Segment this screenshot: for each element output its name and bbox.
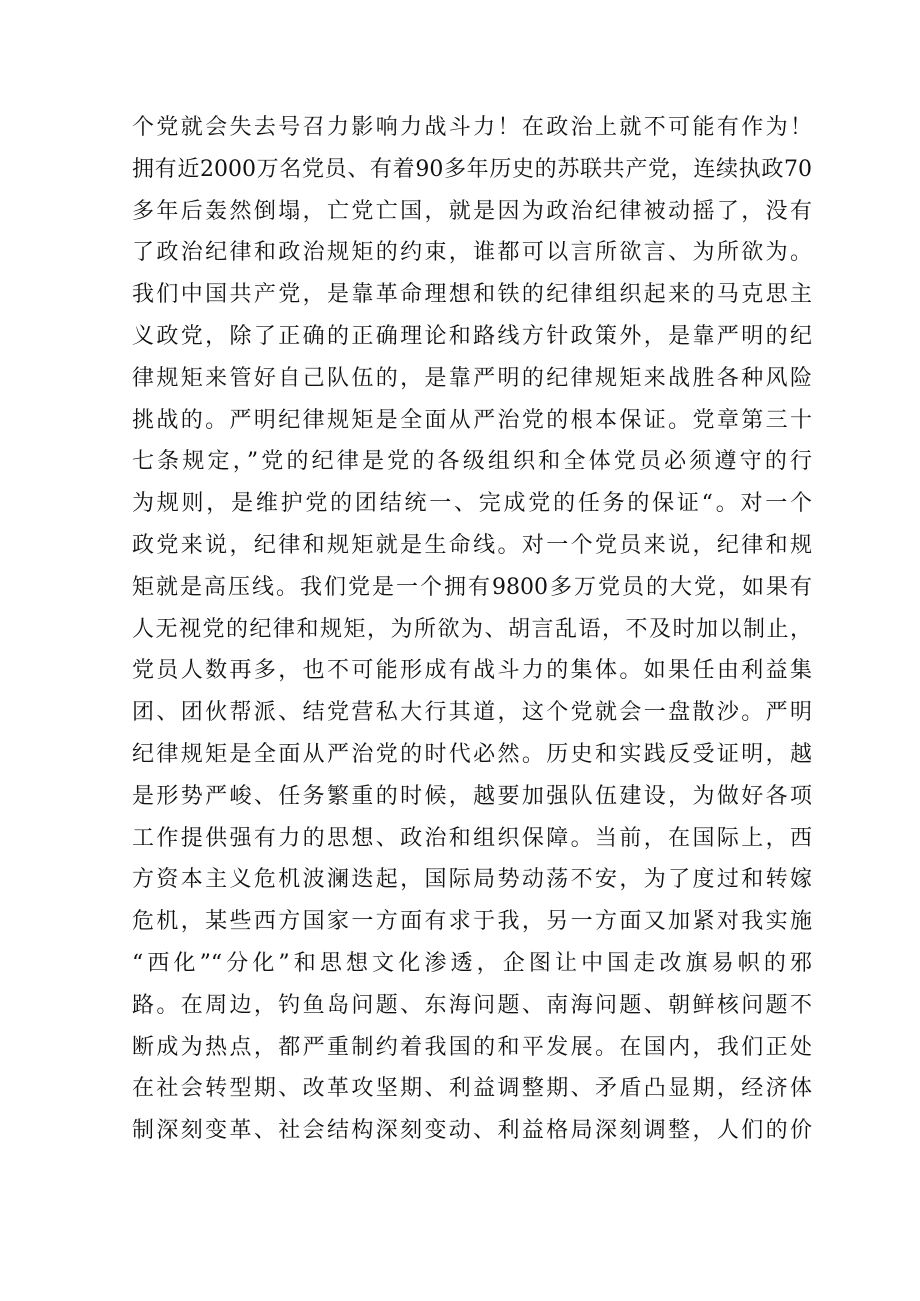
text-line: 政党来说，纪律和规矩就是生命线。对一个党员来说，纪律和规 bbox=[132, 532, 812, 558]
text-line: 多年后轰然倒塌，亡党亡国，就是因为政治纪律被动摇了，没有 bbox=[132, 198, 812, 224]
body-text bbox=[132, 107, 812, 1152]
text-line: 人无视党的纪律和规矩，为所欲为、胡言乱语，不及时加以制止， bbox=[132, 616, 812, 642]
text-line: 工作提供强有力的思想、政治和组织保障。当前，在国际上，西 bbox=[132, 825, 812, 851]
text-line: 危机，某些西方国家一方面有求于我，另一方面又加紧对我实施 bbox=[132, 909, 812, 935]
text-line: 我们中国共产党，是靠革命理想和铁的纪律组织起来的马克思主 bbox=[132, 282, 812, 308]
text-line: 纪律规矩是全面从严治党的时代必然。历史和实践反受证明，越 bbox=[132, 741, 812, 767]
text-line: 断成为热点，都严重制约着我国的和平发展。在国内，我们正处 bbox=[132, 1034, 812, 1060]
text-line: “西化”“分化”和思想文化渗透，企图让中国走改旗易帜的邪 bbox=[132, 950, 812, 976]
text-line: 路。在周边，钓鱼岛问题、东海问题、南海问题、朝鲜核问题不 bbox=[132, 992, 812, 1018]
text-line: 律规矩来管好自己队伍的，是靠严明的纪律规矩来战胜各种风险 bbox=[132, 365, 812, 391]
text-line: 方资本主义危机波澜迭起，国际局势动荡不安，为了度过和转嫁 bbox=[132, 867, 812, 893]
text-line: 义政党，除了正确的正确理论和路线方针政策外，是靠严明的纪 bbox=[132, 323, 812, 349]
text-line: 矩就是高压线。我们党是一个拥有9800多万党员的大党，如果有 bbox=[132, 574, 812, 600]
text-line: 拥有近2000万名党员、有着90多年历史的苏联共产党，连续执政70 bbox=[132, 156, 812, 182]
text-line: 党员人数再多，也不可能形成有战斗力的集体。如果任由利益集 bbox=[132, 658, 812, 684]
text-line: 挑战的。严明纪律规矩是全面从严治党的根本保证。党章第三十 bbox=[132, 407, 812, 433]
text-line: 个党就会失去号召力影响力战斗力！在政治上就不可能有作为！ bbox=[132, 115, 812, 140]
text-line: 为规则，是维护党的团结统一、完成党的任务的保证“。对一个 bbox=[132, 491, 812, 517]
text-line: 七条规定，”党的纪律是党的各级组织和全体党员必须遵守的行 bbox=[132, 449, 812, 475]
text-line: 团、团伙帮派、结党营私大行其道，这个党就会一盘散沙。严明 bbox=[132, 700, 812, 726]
text-line: 是形势严峻、任务繁重的时候，越要加强队伍建设，为做好各项 bbox=[132, 783, 812, 809]
text-line: 制深刻变革、社会结构深刻变动、利益格局深刻调整，人们的价 bbox=[132, 1118, 812, 1144]
text-line: 了政治纪律和政治规矩的约束，谁都可以言所欲言、为所欲为。 bbox=[132, 240, 812, 266]
text-line: 在社会转型期、改革攻坚期、利益调整期、矛盾凸显期，经济体 bbox=[132, 1076, 812, 1102]
